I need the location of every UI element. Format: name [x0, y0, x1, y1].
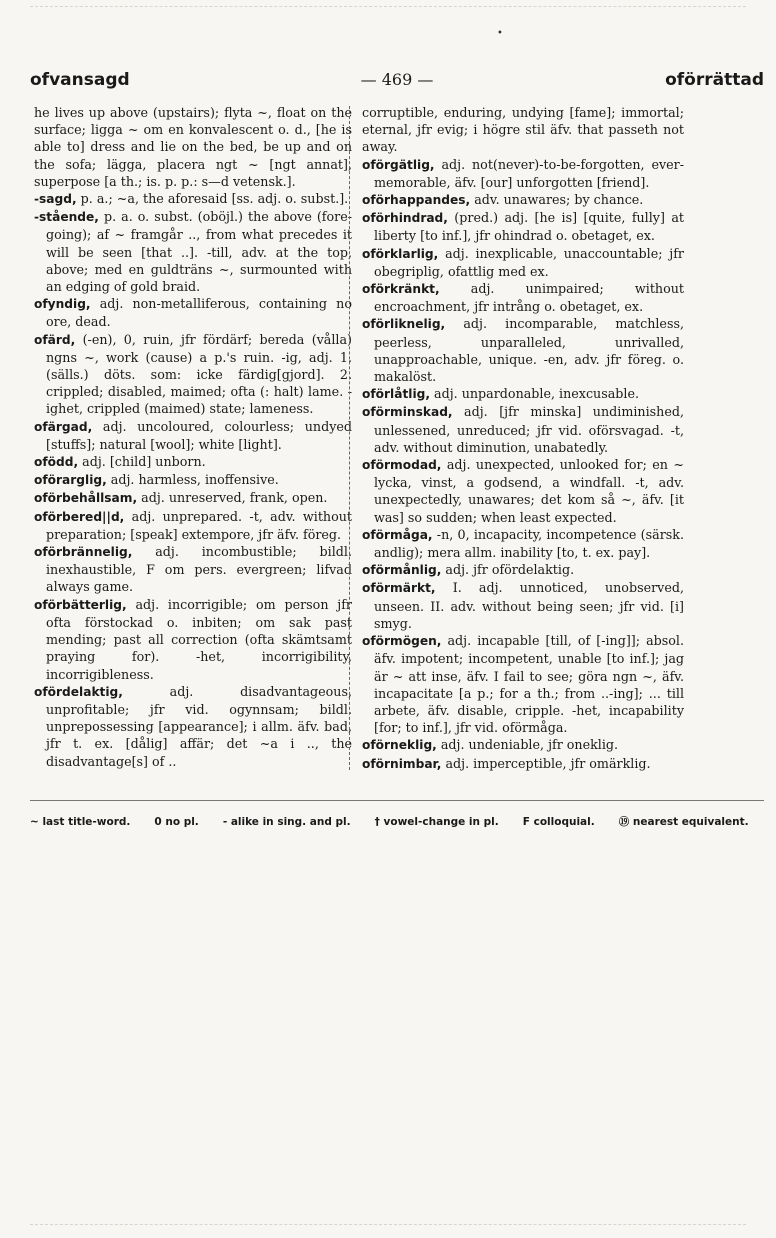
dictionary-entry: [362, 736, 684, 754]
dictionary-entry: [362, 280, 684, 315]
legend-item: ~ last title-word.: [30, 816, 131, 828]
dictionary-entry: [34, 489, 352, 507]
entry-headword: oförmodad,: [362, 458, 442, 473]
entry-headword: oförmåga,: [362, 527, 433, 542]
entry-headword: oförnimbar,: [362, 756, 442, 771]
entry-definition: corruptible, enduring, undying [fame]; immortal; eternal, jfr evig; i högre stil äfv. that passeth not away.: [362, 105, 684, 155]
dictionary-entry: [34, 508, 352, 543]
dictionary-entry: [362, 245, 684, 280]
entry-definition: adj. unpardonable, inexcusable.: [430, 386, 640, 402]
entry-definition: adj. inexplicable, unaccountable; jfr obegriplig, ofattlig med ex.: [374, 245, 684, 279]
header-left-guideword: ofvansagd: [30, 70, 130, 90]
legend-item: F colloquial.: [522, 816, 595, 828]
entry-definition: adj. incorrigible; om person jfr ofta förstockad o. inbiten; om sak past mending; past all correction (ofta skämtsamt praying for). -het, incorrigibility, incorrigibleness.: [46, 596, 352, 682]
entry-definition: adj. harmless, inoffensive.: [106, 472, 279, 488]
entry-headword: oförbered||d,: [34, 509, 125, 524]
legend-item: 0 no pl.: [154, 816, 199, 828]
entry-definition: adj. not(never)-to-be-forgotten, ever-memorable, äfv. [our] unforgotten [friend].: [374, 156, 684, 190]
entry-definition: adj. imperceptible, jfr omärklig.: [441, 755, 651, 771]
dictionary-entry: [34, 683, 352, 770]
entry-definition: adv. unawares; by chance.: [470, 192, 644, 208]
dictionary-entry: [34, 190, 352, 208]
column-divider: [349, 106, 350, 770]
dictionary-entry: [34, 104, 352, 190]
footer-legend: [30, 814, 764, 829]
dictionary-entry: [34, 543, 352, 596]
entry-headword: ofärd,: [34, 332, 76, 347]
bottom-dashed-line: [30, 1224, 746, 1225]
dictionary-entry: [362, 526, 684, 561]
dictionary-entry: [34, 453, 352, 471]
entry-headword: -sagd,: [34, 192, 77, 207]
entry-definition: p. a.; ~a, the aforesaid [ss. adj. o. subst.].: [76, 191, 349, 207]
entry-headword: oförhindrad,: [362, 211, 448, 226]
dictionary-entry: [34, 471, 352, 489]
entry-headword: ofördelaktig,: [34, 684, 123, 699]
entry-definition: adj. uncoloured, colourless; undyed [stuffs]; natural [wool]; white [light].: [46, 418, 352, 452]
entry-definition: (pred.) adj. [he is] [quite, fully] at liberty [to inf.], jfr ohindrad o. obetaget, ex.: [374, 210, 684, 244]
dictionary-entry: [362, 403, 684, 456]
entry-headword: oförklarlig,: [362, 246, 439, 261]
dictionary-entry: [34, 418, 352, 453]
dictionary-entry: [362, 561, 684, 579]
entry-headword: oförmögen,: [362, 634, 442, 649]
entry-definition: adj. unprepared. -t, adv. without preparation; [speak] extempore, jfr äfv. föreg.: [46, 508, 352, 542]
dictionary-entry: [34, 596, 352, 683]
entry-definition: adj. incomparable, matchless, peerless, unparalleled, unrivalled, unapproachable, unique. -en, adv. jfr föreg. o. makalöst.: [374, 316, 684, 385]
entry-definition: [127, 771, 340, 772]
dictionary-entry: [362, 632, 684, 736]
dictionary-entry: [34, 295, 352, 330]
dictionary-entry: [362, 104, 684, 156]
dictionary-entry: [362, 385, 684, 403]
entry-definition: adj. unexpected, unlooked for; en ~ lycka, vinst, a godsend, a windfall. -t, adv. unexpectedly, unawares; det kom så ~, äfv. [it was] so sudden; when least expected.: [374, 457, 684, 525]
entry-definition: I. adj. unnoticed, unobserved, unseen. II. adv. without being seen; jfr vid. [i] smyg.: [374, 580, 684, 631]
entry-headword: oförkränkt,: [362, 282, 440, 297]
entry-definition: adj. disadvantageous, unprofitable; jfr vid. ogynnsam; bildl. unprepossessing [appearance]; i allm. äfv. bad, jfr t. ex. [dålig] affär; det ~a i .., the disadvantage[s] of ..: [46, 683, 352, 769]
entry-definition: adj. undeniable, jfr oneklig.: [436, 737, 619, 753]
entry-definition: -n, 0, incapacity, incompetence (särsk. andlig); mera allm. inability [to, t. ex. pay].: [374, 526, 684, 561]
dictionary-entry: [362, 315, 684, 385]
entry-headword: oförbehållsam,: [34, 491, 138, 506]
entry-headword: oförliknelig,: [362, 317, 446, 332]
entry-headword: oförhappandes,: [362, 193, 471, 208]
entry-headword: oförarglig,: [34, 473, 107, 488]
page-header: [30, 70, 764, 94]
dictionary-entry: [362, 755, 684, 772]
entry-headword: ofödd,: [34, 455, 79, 470]
entry-definition: adj. incapable [till, of [-ing]]; absol. äfv. impotent; incompetent, unable [to inf.]; jag är ~ att inse, äfv. I fail to see; göra ngn ~, äfv. incapacitate [a p.; for a th.; from ..-ing]; ... till arbete, äfv. disable, cripple. -het, incapability [for; to inf.], jfr vid. oförmåga.: [374, 633, 684, 736]
entry-definition: adj. unimpaired; without encroachment, jfr intrång o. obetaget, ex.: [374, 281, 684, 315]
legend-item: ⑲ nearest equivalent.: [618, 816, 749, 828]
left-column: [34, 104, 352, 772]
top-dashed-line: [30, 6, 746, 7]
dictionary-entry: [34, 208, 352, 295]
entry-definition: adj. [child] unborn.: [78, 454, 206, 470]
right-column: [362, 104, 684, 772]
legend-item: † vowel-change in pl.: [374, 816, 499, 828]
legend-item: - alike in sing. and pl.: [222, 816, 351, 828]
entry-headword: ofärgad,: [34, 419, 93, 434]
dictionary-entry: [34, 331, 352, 418]
entry-headword: oförneklig,: [362, 738, 437, 753]
entry-headword: oförmärkt,: [362, 581, 436, 596]
entry-headword: ofyndig,: [34, 297, 91, 312]
dictionary-entry: [362, 456, 684, 526]
entry-definition: adj. non-metalliferous, containing no ore, dead.: [46, 296, 352, 330]
dictionary-entry: [362, 579, 684, 632]
entry-headword: oförlåtlig,: [362, 387, 430, 402]
entry-headword: oförmånlig,: [362, 563, 442, 578]
dot-mark: •: [497, 28, 503, 39]
entry-definition: he lives up above (upstairs); flyta ~, float on the surface; ligga ~ om en konvalescent o. d., [he is able to] dress and lie on the bed, be up and on the sofa; lägga, placera ngt ~ [ngt annat], superpose [a th.; is. p. p.: s—d vetensk.].: [34, 105, 352, 189]
header-right-guideword: oförrättad: [665, 70, 764, 90]
dictionary-entry: [34, 770, 352, 772]
entry-definition: adj. unreserved, frank, open.: [137, 490, 328, 506]
entry-headword: oförbrännelig,: [34, 545, 133, 560]
entry-definition: adj. incombustible; bildl. inexhaustible, F om pers. evergreen; lifvad always game.: [46, 544, 352, 595]
footer-rule: [30, 800, 764, 801]
entry-definition: adj. [jfr minska] undiminished, unlessened, unreduced; jfr vid. oförsvagad. -t, adv. without diminution, unabatedly.: [374, 404, 684, 455]
entry-definition: adj. jfr ofördelaktig.: [441, 562, 575, 578]
entry-headword: oförminskad,: [362, 405, 453, 420]
entry-headword: -stående,: [34, 210, 99, 225]
dictionary-entry: [362, 191, 684, 209]
dictionary-entry: [362, 209, 684, 244]
dictionary-entry: [362, 156, 684, 191]
page-number: — 469 —: [360, 70, 434, 89]
entry-definition: (-en), 0, ruin, jfr fördärf; bereda (vålla) ngns ~, work (cause) a p.'s ruin. -ig, adj. 1. (sälls.) döts. som: icke färdig[gjord]. 2. crippled; disabled, maimed; ofta (: halt) lame. -ighet, crippled (maimed) state; lameness.: [46, 331, 352, 417]
entry-headword: oförgätlig,: [362, 157, 435, 172]
entry-headword: oförbätterlig,: [34, 597, 127, 612]
entry-definition: p. a. o. subst. (oböjl.) the above (fore-going); af ~ framgår .., from what precedes it will be seen [that ..]. -till, adv. at the top, above; med en guldträns ~, surmounted with an edging of gold braid.: [46, 209, 352, 295]
